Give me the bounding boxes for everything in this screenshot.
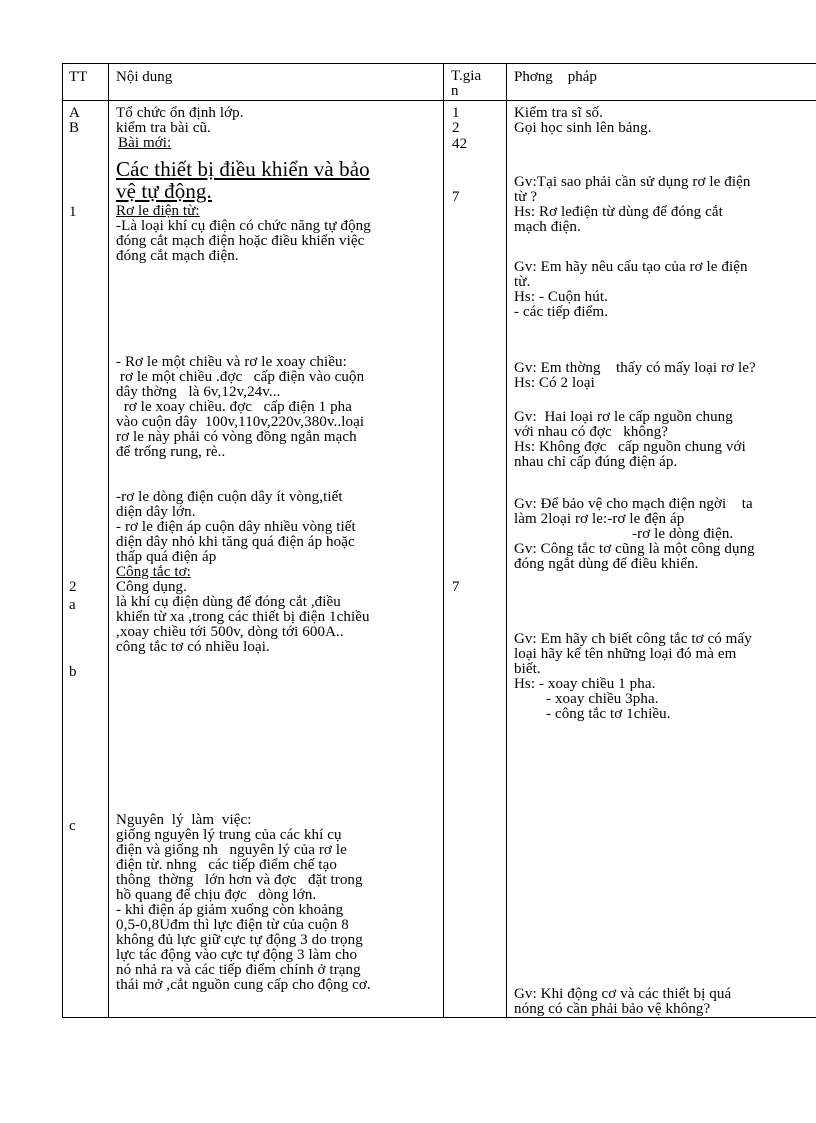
method-block-3 — [514, 260, 748, 320]
method-block-2 — [514, 175, 750, 235]
header-tt: TT — [69, 69, 88, 85]
content-line: rơ le này phải có vòng đồng ngắn mạch — [116, 429, 357, 445]
header-noi-dung: Nội dung — [116, 69, 173, 85]
table-left-border — [62, 63, 63, 1018]
method-line: mạch điện. — [514, 219, 581, 235]
method-line: với nhau có đợc không? — [514, 424, 669, 440]
time-value-1: 1 — [452, 105, 460, 121]
header-thoi-gian: T.gia n — [451, 68, 482, 99]
method-line: Kiểm tra sĩ số. — [514, 105, 603, 121]
tt-label-1: 1 — [69, 204, 77, 220]
tt-label-a-small: a — [69, 597, 76, 613]
tt-label-a: A — [69, 105, 80, 121]
content-line: thông thờng lớn hơn và đợc đặt trong — [116, 872, 363, 888]
method-line: biết. — [514, 661, 541, 677]
content-line: công tắc tơ có nhiều loại. — [116, 639, 270, 655]
method-line: Gv:Tại sao phải cần sử dụng rơ le điện — [514, 174, 751, 190]
content-line: điện và giống nh nguyên lý của rơ le — [116, 842, 347, 858]
table-bottom-border — [62, 1017, 816, 1018]
content-block-intro — [116, 106, 244, 151]
method-line: Hs: - xoay chiều 1 pha. — [514, 676, 656, 692]
method-line: nóng có cần phải bảo vệ không? — [514, 1001, 711, 1017]
method-block-4 — [514, 361, 756, 391]
table-top-border — [62, 63, 816, 64]
tt-label-c-small: c — [69, 818, 76, 834]
lesson-title-line-2: vệ tự động. — [116, 179, 212, 203]
method-line: nhau chỉ cấp đúng điện áp. — [514, 454, 678, 470]
content-line: -Là loại khí cụ điện có chức năng tự động — [116, 218, 371, 234]
column-divider-tt — [108, 63, 109, 1018]
content-line: giống nguyên lý trung của các khí cụ — [116, 827, 342, 843]
method-line: -rơ le dòng điện. — [632, 526, 734, 542]
method-line: làm 2loại rơ le:-rơ le đện áp — [514, 511, 685, 527]
method-line: Gv: Hai loại rơ le cấp nguồn chung — [514, 409, 733, 425]
content-line: rơ le xoay chiều. đợc cấp điện 1 pha — [116, 399, 353, 415]
method-line: loại hãy kể tên những loại đó mà em — [514, 646, 737, 662]
time-value-2: 2 — [452, 120, 460, 136]
new-lesson-heading: Bài mới: — [118, 135, 172, 151]
method-line: Hs: Có 2 loại — [514, 375, 595, 391]
method-line: từ. — [514, 274, 531, 290]
time-value-7a: 7 — [452, 189, 460, 205]
content-block-relay-types — [116, 355, 364, 460]
content-line: để trống rung, rè.. — [116, 444, 226, 460]
method-line: đóng ngắt dùng để điều khiển. — [514, 556, 699, 572]
header-bottom-border — [62, 100, 816, 101]
column-divider-content — [443, 63, 444, 1018]
method-line: Gọi học sinh lên bảng. — [514, 120, 652, 136]
method-line: Gv: Khi động cơ và các thiết bị quá — [514, 986, 732, 1002]
lesson-title — [116, 158, 370, 202]
content-line: rơ le một chiều .đợc cấp điện vào cuộn — [116, 369, 365, 385]
content-line: kiểm tra bài cũ. — [116, 120, 211, 136]
tt-label-b-small: b — [69, 664, 77, 680]
method-line: Gv: Để bảo vệ cho mạch điện ngời ta — [514, 496, 753, 512]
method-line: Gv: Em hãy nêu cấu tạo của rơ le điện — [514, 259, 748, 275]
content-line: điện từ. nhng các tiếp điểm chế tạo — [116, 857, 337, 873]
content-line: đóng cắt mạch điện hoặc điều khiển việc — [116, 233, 365, 249]
content-block-relay — [116, 204, 371, 264]
tt-label-2: 2 — [69, 579, 77, 595]
time-value-42: 42 — [452, 136, 468, 152]
content-line: - Rơ le một chiều và rơ le xoay chiều: — [116, 354, 347, 370]
lesson-title-line-1: Các thiết bị điều khiển và bảo — [116, 157, 370, 181]
content-line: khiển từ xa ,trong các thiết bị điện 1chiều — [116, 609, 370, 625]
method-line: - xoay chiều 3pha. — [546, 691, 659, 707]
relay-heading: Rơ le điện từ: — [116, 203, 200, 219]
method-line: Hs: Rơ leđiện từ dùng để đóng cắt — [514, 204, 723, 220]
content-line: hồ quang để chịu đợc dòng lớn. — [116, 887, 317, 903]
content-line: diện dây lớn. — [116, 504, 196, 520]
content-line: thái mở ,cắt nguồn cung cấp cho động cơ. — [116, 977, 371, 993]
content-block-current-voltage — [116, 490, 370, 655]
header-phuong-phap: Phơng pháp — [514, 69, 597, 85]
content-line: 0,5-0,8Uđm thì lực điện từ của cuộn 8 — [116, 917, 349, 933]
content-line: - rơ le điện áp cuộn dây nhiều vòng tiết — [116, 519, 356, 535]
method-line: Hs: - Cuộn hút. — [514, 289, 609, 305]
content-line: là khí cụ điện dùng để đóng cắt ,điều — [116, 594, 341, 610]
tt-label-b: B — [69, 120, 80, 136]
content-line: nó nhả ra và các tiếp điểm chính ở trạng — [116, 962, 361, 978]
method-block-6 — [514, 497, 755, 572]
content-line: thấp quá điện áp — [116, 549, 217, 565]
contactor-heading: Công tắc tơ: — [116, 564, 191, 580]
content-line: ,xoay chiều tới 500v, dòng tới 600A.. — [116, 624, 344, 640]
content-block-principle — [116, 813, 371, 993]
principle-heading: Nguyên lý làm việc: — [116, 812, 252, 828]
method-line: Hs: Không đợc cấp nguồn chung với — [514, 439, 746, 455]
method-line: Gv: Công tắc tơ cũng là một công dụng — [514, 541, 755, 557]
column-divider-time — [506, 63, 507, 1018]
content-line: dây thờng là 6v,12v,24v... — [116, 384, 281, 400]
content-line: diện dây nhỏ khi tăng quá điện áp hoặc — [116, 534, 355, 550]
content-line: vào cuộn dây 100v,110v,220v,380v..loại — [116, 414, 365, 430]
content-line: Tổ chức ổn định lớp. — [116, 105, 244, 121]
time-value-7b: 7 — [452, 579, 460, 595]
method-line: - các tiếp điểm. — [514, 304, 609, 320]
content-line: không đủ lực giữ cực tự động 3 do trọng — [116, 932, 363, 948]
method-line: Gv: Em thờng thấy có mấy loại rơ le? — [514, 360, 756, 376]
method-block-7 — [514, 632, 752, 722]
content-line: - khi điện áp giảm xuống còn khoảng — [116, 902, 344, 918]
method-block-1 — [514, 106, 652, 136]
method-block-5 — [514, 410, 746, 470]
content-line: đóng cắt mạch điện. — [116, 248, 239, 264]
content-line: -rơ le dòng điện cuộn dây ít vòng,tiết — [116, 489, 343, 505]
method-block-8 — [514, 987, 731, 1017]
method-line: - công tắc tơ 1chiều. — [546, 706, 671, 722]
content-line: Công dụng. — [116, 579, 188, 595]
content-line: lực tác động vào cực tự động 3 làm cho — [116, 947, 358, 963]
method-line: từ ? — [514, 189, 538, 205]
method-line: Gv: Em hãy ch biết công tắc tơ có mấy — [514, 631, 752, 647]
